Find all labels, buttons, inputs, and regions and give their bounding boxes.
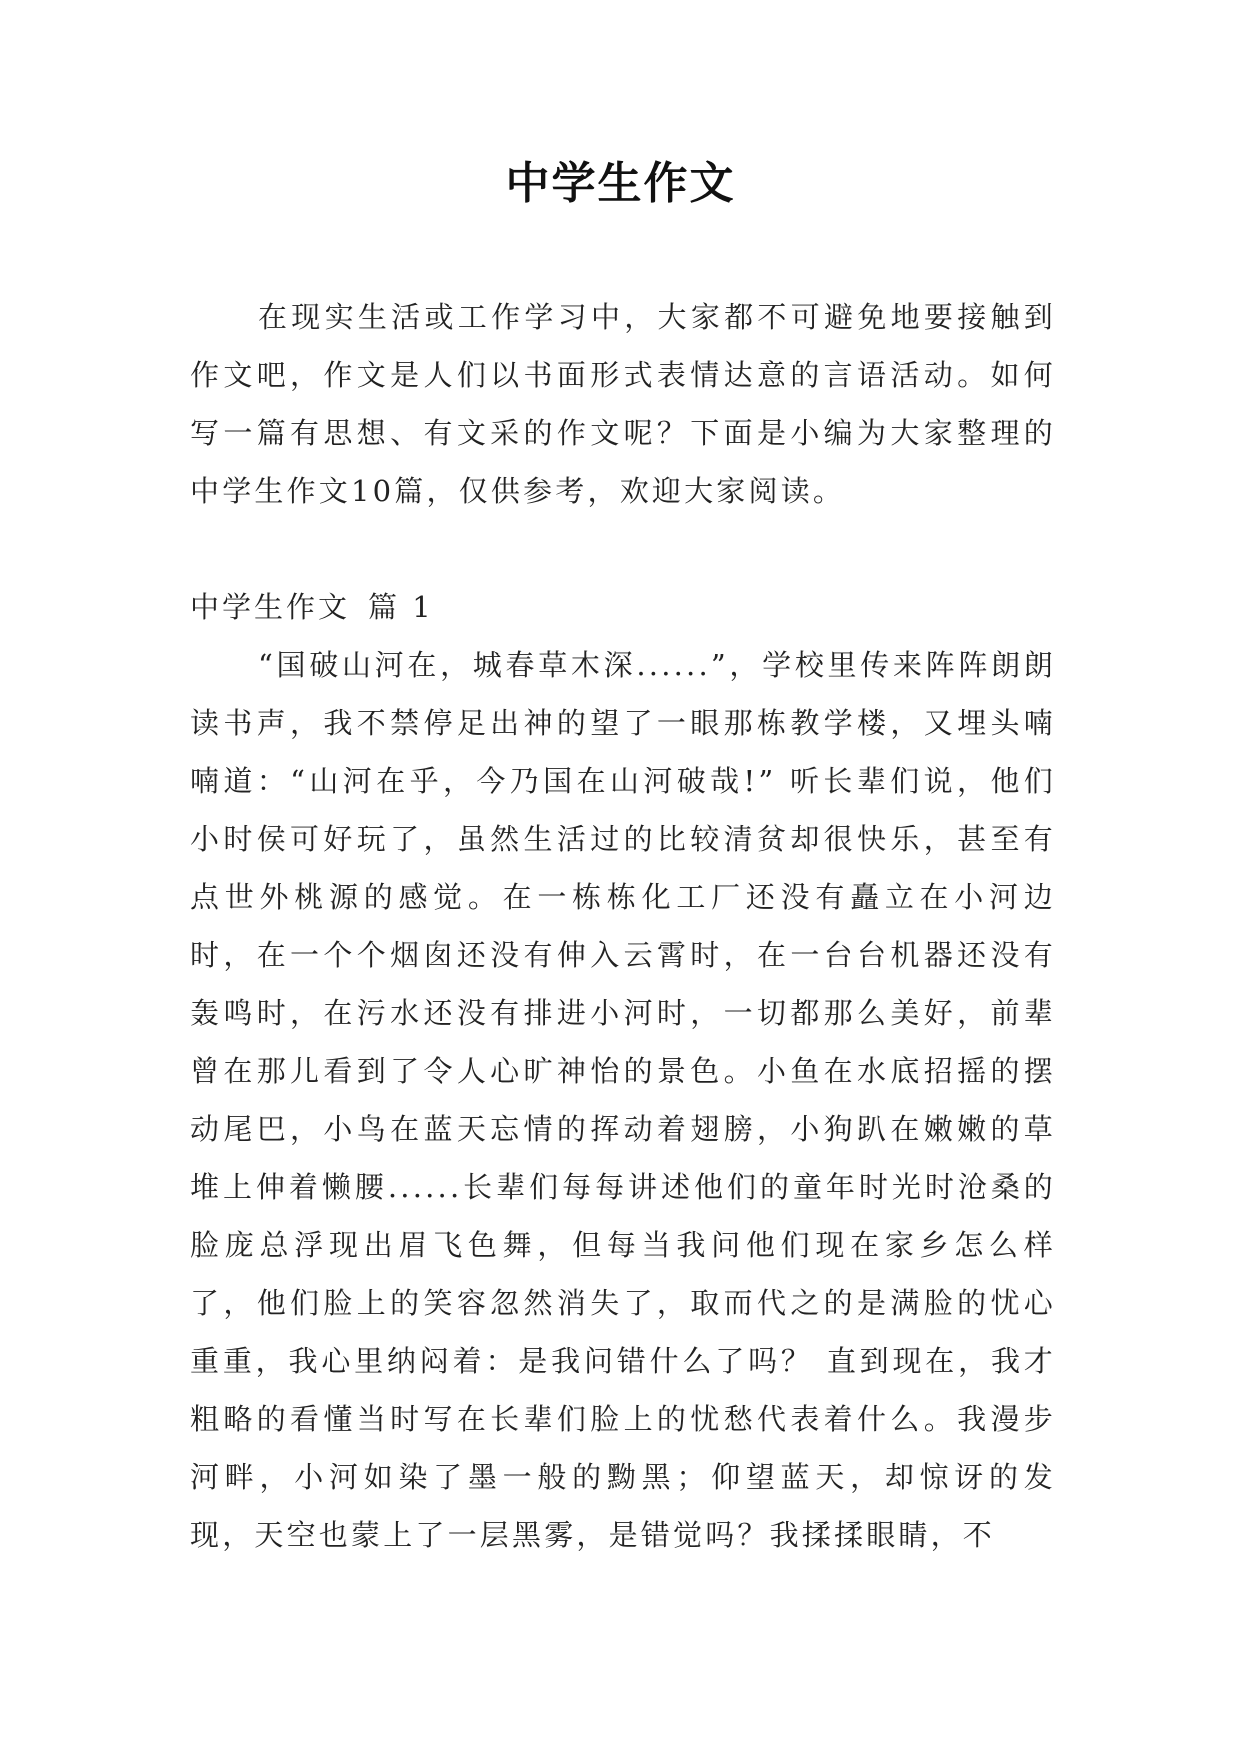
section-heading (190, 578, 434, 636)
document-title: 中学生作文 (505, 158, 736, 209)
section-heading-title: 中学生作文 (190, 590, 351, 624)
section-heading-number: 篇 1 (368, 590, 434, 624)
intro-paragraph: 在现实生活或工作学习中，大家都不可避免地要接触到作文吧，作文是人们以书面形式表情达意的言语活动。如何写一篇有思想、有文采的作文呢？下面是小编为大家整理的中学生作文10篇，仅供参考，欢迎大家阅读。 (190, 300, 1056, 508)
section-body: “国破山河在，城春草木深......”，学校里传来阵阵朗朗读书声，我不禁停足出神的望了一眼那栋教学楼，又埋头喃喃道：“山河在乎，今乃国在山河破哉!” 听长辈们说，他们小时侯可好玩了，虽然生活过的比较清贫却很快乐，甚至有点世外桃源的感觉。在一栋栋化工厂还没有矗立在小河边时，在一个个烟囱还没有伸入云霄时，在一台台机器还没有轰鸣时，在污水还没有排进小河时，一切都那么美好，前辈曾在那儿看到了令人心旷神怡的景色。小鱼在水底招摇的摆动尾巴，小鸟在蓝天忘情的挥动着翅膀，小狗趴在嫩嫩的草堆上伸着懒腰......长辈们每每讲述他们的童年时光时沧桑的脸庞总浮现出眉飞色舞，但每当我问他们现在家乡怎么样了，他们脸上的笑容忽然消失了，取而代之的是满脸的忧心重重，我心里纳闷着：是我问错什么了吗？ 直到现在，我才粗略的看懂当时写在长辈们脸上的忧愁代表着什么。我漫步河畔，小河如染了墨一般的黝黑；仰望蓝天，却惊讶的发现，天空也蒙上了一层黑雾，是错觉吗？我揉揉眼睛，不 (190, 648, 1056, 1552)
